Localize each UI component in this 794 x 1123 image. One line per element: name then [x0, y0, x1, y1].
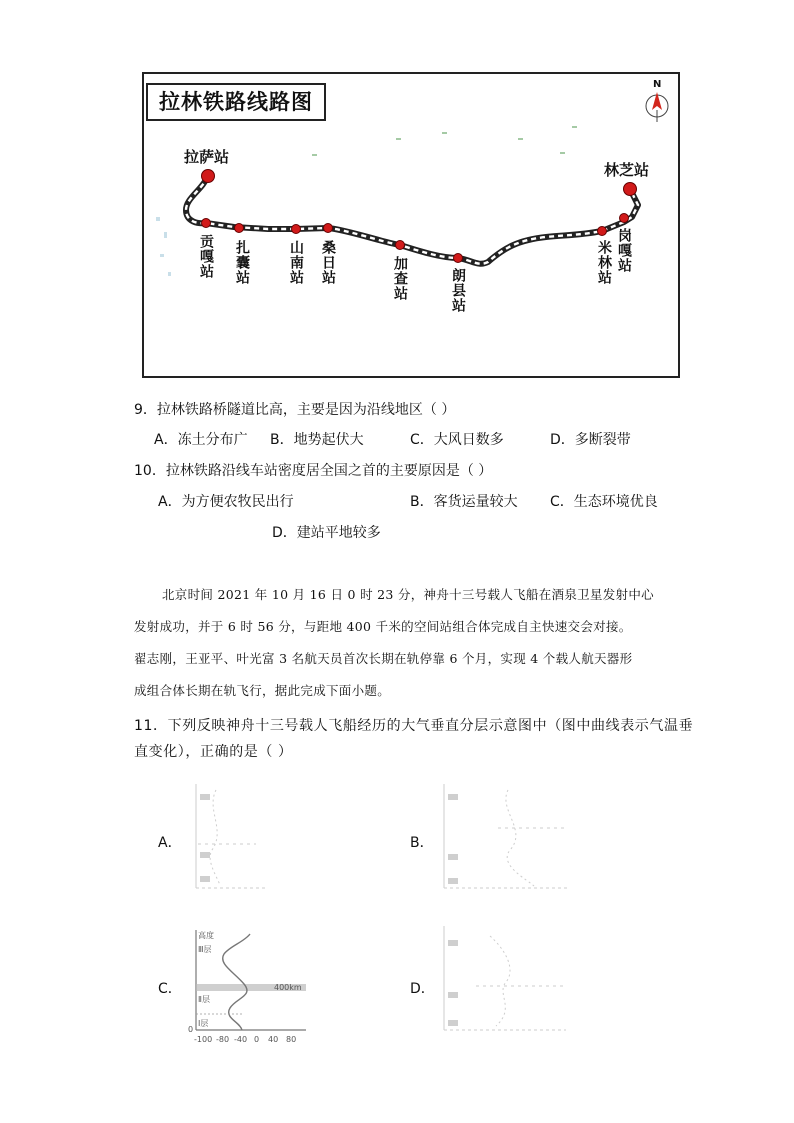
q11-stem-line-1: 11．下列反映神舟十三号载人飞船经历的大气垂直分层示意图中（图中曲线表示气温垂 — [134, 718, 694, 734]
passage-line-3: 翟志刚，王亚平、叶光富 3 名航天员首次长期在轨停靠 6 个月，实现 4 个载人航天器形 — [134, 651, 633, 666]
station-jiacha: 加查站 — [392, 256, 408, 301]
chart-c-tick: -40 — [234, 1035, 248, 1044]
chart-c-tick: -100 — [194, 1035, 213, 1044]
station-lhasa: 拉萨站 — [184, 148, 230, 166]
chart-b-figure — [438, 780, 578, 895]
station-gongga: 贡嘎站 — [198, 234, 214, 279]
station-zhanang: 扎囊站 — [234, 240, 250, 285]
station-dot-gangga — [620, 214, 629, 223]
q10-option-d[interactable]: D．建站平地较多 — [272, 525, 381, 541]
q9-option-a[interactable]: A．冻土分布广 — [154, 432, 248, 448]
station-sangri: 桑日站 — [320, 240, 336, 285]
passage-line-1: 北京时间 2021 年 10 月 16 日 0 时 23 分，神舟十三号载人飞船在酒泉卫星发射中心 — [162, 587, 654, 602]
q11-option-d[interactable]: D． — [410, 981, 435, 997]
station-dot-jiacha — [396, 241, 405, 250]
station-gangga: 岗嘎站 — [616, 228, 632, 273]
q10-option-a[interactable]: A．为方便农牧民出行 — [158, 494, 294, 510]
railway-route — [142, 72, 680, 378]
station-dot-nyingchi — [624, 183, 637, 196]
chart-c-tick: 0 — [254, 1035, 260, 1044]
chart-c-temp-curve — [223, 934, 250, 1030]
q10-stem: 10．拉林铁路沿线车站密度居全国之首的主要原因是（ ） — [134, 463, 493, 479]
q9-option-d[interactable]: D．多断裂带 — [550, 432, 631, 448]
chart-c-layer1: Ⅰ层 — [198, 1019, 209, 1028]
q9-option-b[interactable]: B．地势起伏大 — [270, 432, 364, 448]
passage-line-2: 发射成功，并于 6 时 56 分，与距地 400 千米的空间站组合体完成自主快速交会对接。 — [134, 619, 632, 634]
q9-stem: 9．拉林铁路桥隧道比高，主要是因为沿线地区（ ） — [134, 402, 456, 418]
chart-c-height-label: 高度 — [198, 931, 214, 940]
station-milin: 米林站 — [596, 240, 612, 285]
q9-option-c[interactable]: C．大风日数多 — [410, 432, 504, 448]
station-dot-zhanang — [235, 224, 244, 233]
map-title: 拉林铁路线路图 — [146, 83, 326, 121]
chart-a-figure — [186, 780, 306, 895]
q10-option-b[interactable]: B．客货运量较大 — [410, 494, 518, 510]
north-label: N — [653, 79, 662, 90]
q11-option-a[interactable]: A． — [158, 835, 182, 851]
chart-c-ticks — [194, 1035, 296, 1044]
station-dot-sangri — [324, 224, 333, 233]
station-dot-milin — [598, 227, 607, 236]
chart-c-origin: 0 — [188, 1025, 194, 1034]
station-nyingchi: 林芝站 — [604, 161, 650, 179]
chart-d-figure — [436, 920, 576, 1045]
chart-c-marker: 400km — [274, 983, 302, 992]
station-shannan: 山南站 — [288, 240, 304, 285]
q11-option-b[interactable]: B． — [410, 835, 434, 851]
chart-c-tick: 40 — [268, 1035, 279, 1044]
station-dot-langxian — [454, 254, 463, 263]
station-dot-shannan — [292, 225, 301, 234]
chart-c-tick: 80 — [286, 1035, 297, 1044]
q11-option-c[interactable]: C． — [158, 981, 182, 997]
chart-c-tick: -80 — [216, 1035, 230, 1044]
station-dot-lhasa — [202, 170, 215, 183]
station-langxian: 朗县站 — [450, 268, 466, 313]
chart-c-layer3: Ⅲ层 — [198, 945, 212, 954]
q10-option-c[interactable]: C．生态环境优良 — [550, 494, 658, 510]
q11-stem-line-2: 直变化），正确的是（ ） — [134, 744, 293, 760]
chart-c-layer2: Ⅱ层 — [198, 995, 210, 1004]
station-dot-gongga — [202, 219, 211, 228]
passage-line-4: 成组合体长期在轨飞行，据此完成下面小题。 — [134, 683, 391, 698]
chart-c-figure — [184, 926, 314, 1046]
